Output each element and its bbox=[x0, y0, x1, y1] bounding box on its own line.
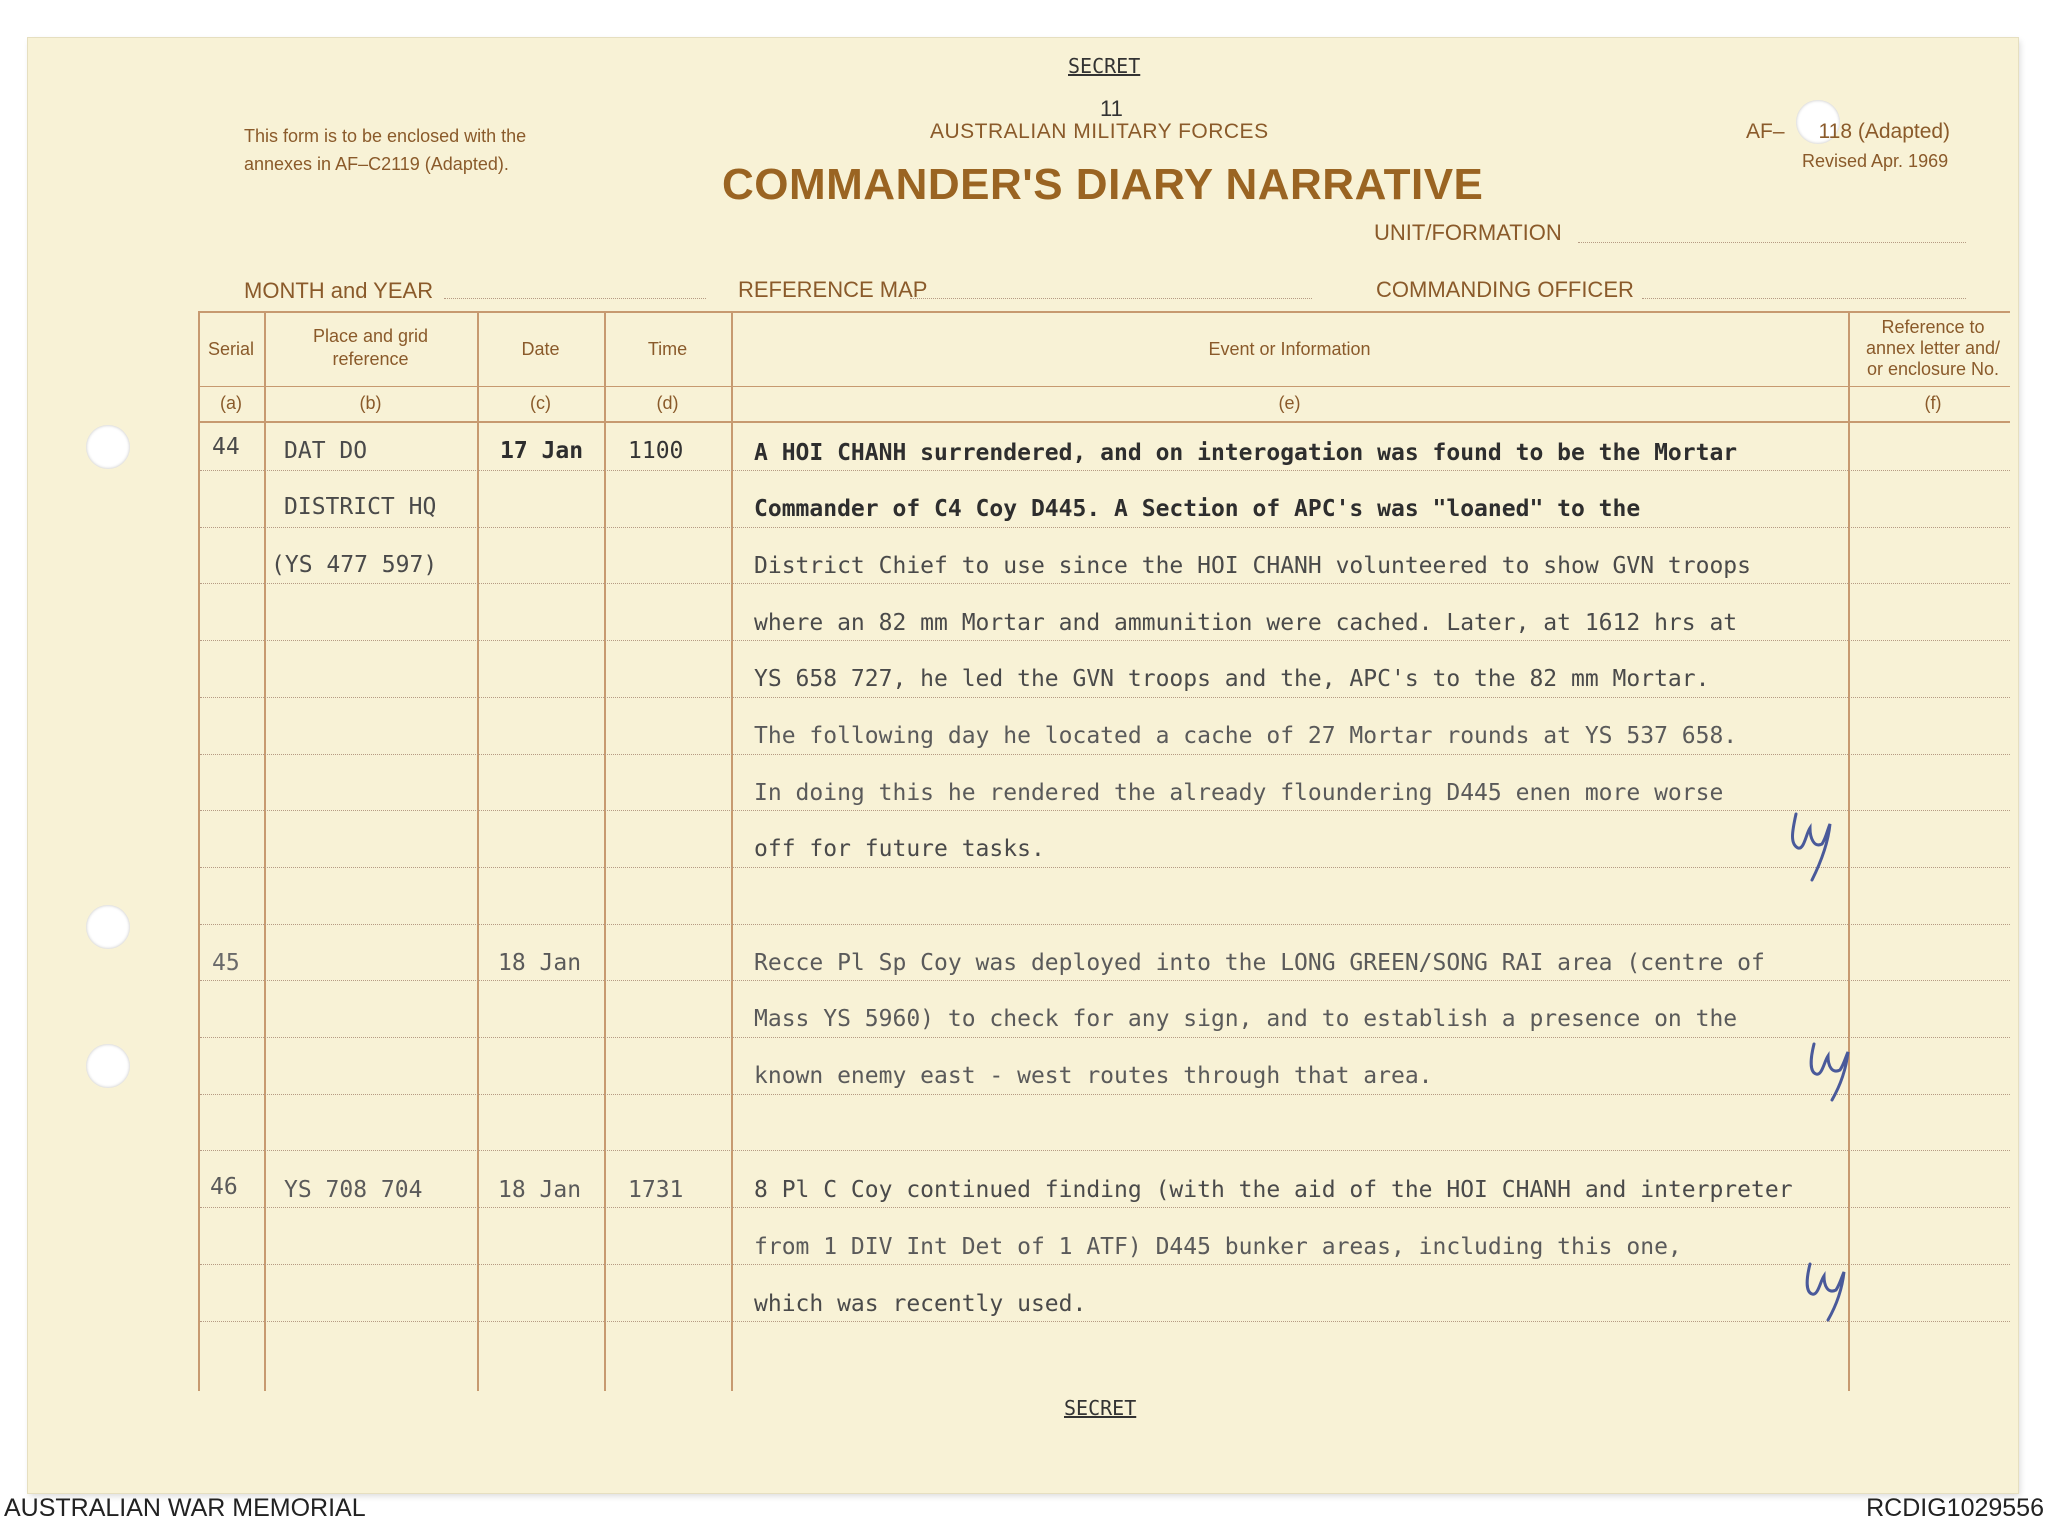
header-serial: Serial bbox=[207, 339, 255, 359]
initials-signature-icon bbox=[1798, 1256, 1858, 1326]
entry-time: 1100 bbox=[628, 438, 684, 464]
entry-serial: 44 bbox=[212, 434, 240, 460]
column-rule bbox=[264, 311, 266, 1391]
code-e: (e) bbox=[1278, 393, 1301, 413]
event-line: which was recently used. bbox=[754, 1291, 1087, 1317]
footer-id: RCDIG1029556 bbox=[1866, 1494, 2044, 1522]
month-year-field bbox=[444, 298, 706, 299]
ruling-line bbox=[200, 980, 2010, 981]
ruling-line bbox=[200, 810, 2010, 811]
entry-place-line: (YS 477 597) bbox=[271, 552, 438, 578]
ruling-line bbox=[200, 697, 2010, 698]
form-instruction bbox=[244, 122, 526, 178]
header-reference bbox=[1848, 317, 2018, 380]
diary-page bbox=[28, 38, 2018, 1493]
entry-serial: 45 bbox=[212, 950, 240, 976]
code-d: (d) bbox=[656, 393, 679, 413]
organisation-heading: AUSTRALIAN MILITARY FORCES bbox=[930, 120, 1269, 143]
code-c: (c) bbox=[530, 393, 551, 413]
reference-map-field bbox=[910, 298, 1312, 299]
header-event: Event or Information bbox=[1208, 339, 1371, 359]
header-reference-line-1: Reference to bbox=[1881, 317, 1985, 337]
header-place-line-2: reference bbox=[332, 349, 409, 369]
event-line: In doing this he rendered the already floundering D445 enen more worse bbox=[754, 780, 1724, 806]
ruling-line bbox=[200, 1321, 2010, 1322]
code-b: (b) bbox=[359, 393, 382, 413]
event-line: Mass YS 5960) to check for any sign, and to establish a presence on the bbox=[754, 1006, 1738, 1032]
code-f: (f) bbox=[1924, 393, 1942, 413]
header-place bbox=[264, 325, 477, 371]
event-line: Commander of C4 Coy D445. A Section of APC's was "loaned" to the bbox=[754, 496, 1641, 522]
reference-map-label: REFERENCE MAP bbox=[738, 277, 928, 302]
ruling-line bbox=[200, 1264, 2010, 1265]
instruction-line-2: annexes in AF–C2119 (Adapted). bbox=[244, 154, 509, 174]
entry-serial: 46 bbox=[210, 1174, 238, 1200]
column-rule bbox=[477, 311, 479, 1391]
table-top-rule bbox=[198, 311, 2010, 313]
ruling-line bbox=[200, 640, 2010, 641]
column-rule bbox=[1848, 311, 1850, 1391]
ruling-line bbox=[200, 867, 2010, 868]
entry-time: 1731 bbox=[628, 1177, 684, 1203]
event-line: where an 82 mm Mortar and ammunition were cached. Later, at 1612 hrs at bbox=[754, 610, 1738, 636]
month-year-label: MONTH and YEAR bbox=[244, 278, 434, 303]
unit-formation-field bbox=[1578, 242, 1966, 243]
code-rule bbox=[198, 421, 2010, 423]
classification-bottom: SECRET bbox=[1064, 1396, 1137, 1420]
footer-source: AUSTRALIAN WAR MEMORIAL bbox=[4, 1494, 366, 1522]
event-line: A HOI CHANH surrendered, and on interogation was found to be the Mortar bbox=[754, 440, 1738, 466]
ruling-line bbox=[200, 527, 2010, 528]
ruling-line bbox=[200, 1207, 2010, 1208]
form-revised: Revised Apr. 1969 bbox=[1802, 151, 1949, 171]
header-date: Date bbox=[521, 339, 560, 359]
column-rule bbox=[198, 311, 200, 1391]
header-reference-line-2: annex letter and/ bbox=[1865, 338, 2001, 358]
header-reference-line-3: or enclosure No. bbox=[1866, 359, 2000, 379]
instruction-line-1: This form is to be enclosed with the bbox=[244, 126, 527, 146]
initials-signature-icon bbox=[1784, 804, 1844, 884]
entry-date: 18 Jan bbox=[498, 950, 582, 976]
event-line: The following day he located a cache of 27 Mortar rounds at YS 537 658. bbox=[754, 723, 1738, 749]
ruling-line bbox=[200, 754, 2010, 755]
ruling-line bbox=[200, 924, 2010, 925]
event-line: known enemy east - west routes through that area. bbox=[754, 1063, 1433, 1089]
unit-formation-label: UNIT/FORMATION bbox=[1374, 220, 1562, 245]
form-number-suffix: 118 (Adapted) bbox=[1818, 120, 1951, 143]
commanding-officer-label: COMMANDING OFFICER bbox=[1376, 277, 1634, 302]
ruling-line bbox=[200, 1037, 2010, 1038]
column-rule bbox=[604, 311, 606, 1391]
form-number bbox=[1746, 120, 1950, 144]
header-rule bbox=[198, 386, 2010, 387]
header-place-line-1: Place and grid bbox=[312, 326, 429, 346]
entry-place-line: YS 708 704 bbox=[284, 1177, 423, 1203]
punch-hole bbox=[86, 905, 130, 949]
header-time: Time bbox=[647, 339, 688, 359]
event-line: 8 Pl C Coy continued finding (with the aid of the HOI CHANH and interpreter bbox=[754, 1177, 1793, 1203]
initials-signature-icon bbox=[1802, 1036, 1862, 1106]
punch-hole bbox=[86, 425, 130, 469]
entry-place-line: DISTRICT HQ bbox=[284, 494, 437, 520]
event-line: Recce Pl Sp Coy was deployed into the LONG GREEN/SONG RAI area (centre of bbox=[754, 950, 1765, 976]
page-number: 11 bbox=[1100, 96, 1123, 121]
entry-place-line: DAT DO bbox=[284, 438, 368, 464]
punch-hole bbox=[86, 1044, 130, 1088]
column-rule bbox=[731, 311, 733, 1391]
commanding-officer-field bbox=[1642, 298, 1966, 299]
entry-date: 18 Jan bbox=[498, 1177, 582, 1203]
ruling-line bbox=[200, 470, 2010, 471]
entry-date: 17 Jan bbox=[500, 438, 584, 464]
event-line: District Chief to use since the HOI CHANH volunteered to show GVN troops bbox=[754, 553, 1751, 579]
event-line: off for future tasks. bbox=[754, 836, 1045, 862]
form-title: COMMANDER'S DIARY NARRATIVE bbox=[722, 160, 1484, 209]
ruling-line bbox=[200, 583, 2010, 584]
form-number-prefix: AF– bbox=[1746, 120, 1785, 143]
event-line: from 1 DIV Int Det of 1 ATF) D445 bunker areas, including this one, bbox=[754, 1234, 1682, 1260]
classification-top: SECRET bbox=[1068, 54, 1141, 78]
code-a: (a) bbox=[220, 393, 242, 413]
event-line: YS 658 727, he led the GVN troops and the, APC's to the 82 mm Mortar. bbox=[754, 666, 1710, 692]
ruling-line bbox=[200, 1150, 2010, 1151]
ruling-line bbox=[200, 1094, 2010, 1095]
